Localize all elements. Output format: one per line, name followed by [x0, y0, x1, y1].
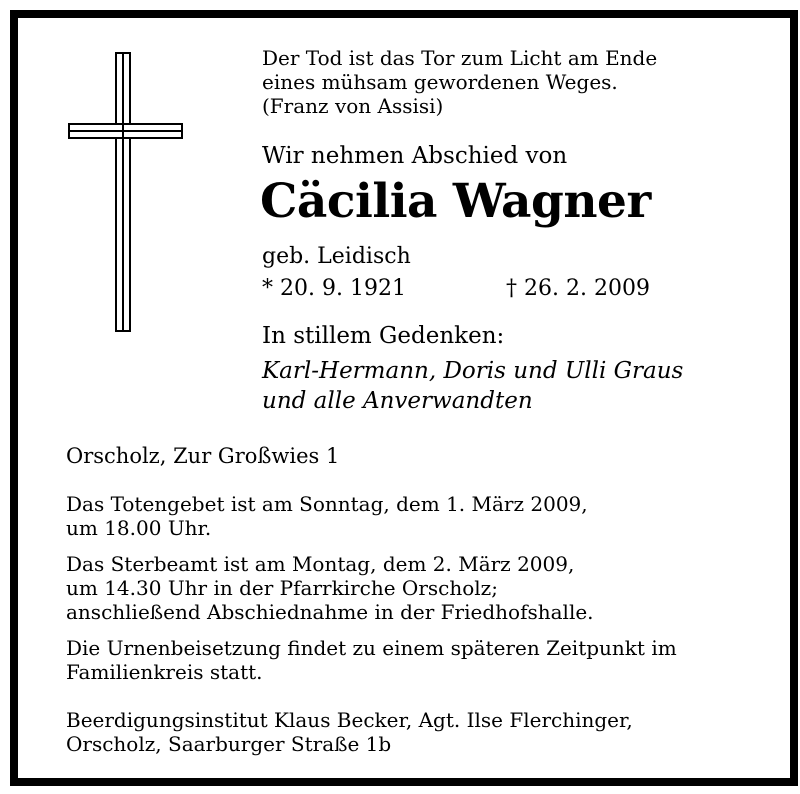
quote-line: Der Tod ist das Tor zum Licht am Ende: [262, 46, 658, 70]
mourners-list: [262, 356, 683, 416]
death-date: † 26. 2. 2009: [506, 276, 650, 301]
paragraph-line: anschließend Abschiednahme in der Friedhofshalle.: [66, 600, 594, 624]
deceased-name: Cäcilia Wagner: [260, 174, 651, 229]
paragraph-line: Orscholz, Saarburger Straße 1b: [66, 732, 392, 756]
paragraph-line: um 18.00 Uhr.: [66, 516, 212, 540]
family-address: Orscholz, Zur Großwies 1: [66, 444, 340, 468]
mourner-line: Karl-Hermann, Doris und Ulli Graus: [262, 358, 684, 384]
funeral-home-info: [66, 708, 633, 756]
requiem-info: [66, 552, 594, 624]
urn-burial-info: [66, 636, 677, 684]
paragraph-line: Beerdigungsinstitut Klaus Becker, Agt. Ilse Flerchinger,: [66, 708, 633, 732]
paragraph-line: Die Urnenbeisetzung findet zu einem späteren Zeitpunkt im: [66, 636, 677, 660]
paragraph-line: Das Sterbeamt ist am Montag, dem 2. März 2009,: [66, 552, 575, 576]
memory-heading: In stillem Gedenken:: [262, 323, 505, 349]
birth-date: * 20. 9. 1921: [262, 276, 406, 301]
paragraph-line: Das Totengebet ist am Sonntag, dem 1. März 2009,: [66, 492, 588, 516]
paragraph-line: um 14.30 Uhr in der Pfarrkirche Orscholz;: [66, 576, 498, 600]
quote-attribution: (Franz von Assisi): [262, 94, 444, 118]
paragraph-line: Familienkreis statt.: [66, 660, 263, 684]
birth-name: geb. Leidisch: [262, 244, 411, 269]
cross-icon: [68, 52, 183, 332]
prayer-info: [66, 492, 588, 540]
mourner-line: und alle Anverwandten: [262, 388, 533, 414]
quote-line: eines mühsam gewordenen Weges.: [262, 70, 618, 94]
farewell-intro: Wir nehmen Abschied von: [262, 143, 568, 169]
obituary-notice: [10, 10, 798, 786]
quote-block: [262, 46, 657, 118]
